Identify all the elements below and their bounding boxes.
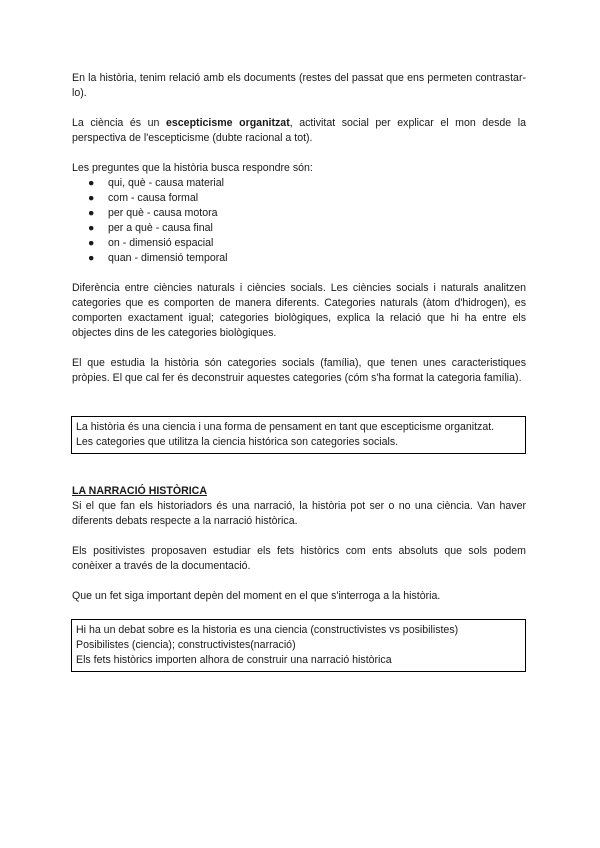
section-heading: LA NARRACIÓ HISTÒRICA [72,485,207,497]
paragraph-natural-social: Diferència entre ciències naturals i ciències socials. Les ciències socials i naturals analitzen categories que es comporten de manera diferents. Categories naturals (àtom d'hidrogen), es comporten exactament igual; categories biològiques, explica la relació que hi ha entre els objectes dins de les categories biològiques. [72,282,526,339]
list-item: ● quan - dimensió temporal [88,252,228,264]
paragraph-positivists: Els positivistes proposaven estudiar els fets històrics com ents absoluts que sols podem conèixer a través de la documentació. [72,545,526,572]
summary-box-1 [71,416,526,454]
bullet-icon: ● [88,177,95,189]
document-page [72,71,526,672]
bullet-icon: ● [88,252,95,264]
summary-box-line: Hi ha un debat sobre es la historia es una ciencia (constructivistes vs posibilistes) [76,624,459,636]
summary-box-line: Posibilistes (ciencia); constructivistes(narració) [76,639,296,651]
list-item: ● com - causa formal [88,192,199,204]
paragraph-science-pre: La ciència és un [72,117,166,129]
paragraph-science-bold: escepticisme organitzat [166,117,290,129]
bullet-icon: ● [88,207,95,219]
summary-box-line: La història és una ciencia i una forma de pensament en tant que escepticisme organitzat. [76,421,495,433]
paragraph-important-fact: Que un fet siga important depèn del moment en el que s'interroga a la història. [72,590,441,602]
list-item: ● on - dimensió espacial [88,237,214,249]
list-item: ● per què - causa motora [88,207,218,219]
list-item: ● qui, què - causa material [88,177,225,189]
paragraph-categories: El que estudia la història són categories socials (família), que tenen unes caracteristiques pròpies. El que cal fer és deconstruir aquestes categories (cóm s'ha format la categoria família). [72,357,526,384]
bullet-icon: ● [88,222,95,234]
summary-box-line: Les categories que utilitza la ciencia histórica son categories socials. [76,436,399,448]
summary-box-line: Els fets històrics importen alhora de construir una narració històrica [76,654,392,666]
paragraph-documents: En la història, tenim relació amb els documents (restes del passat que ens permeten contrastar-lo). [72,72,526,99]
bullet-icon: ● [88,237,95,249]
paragraph-science-post: , activitat social per explicar el mon desde la perspectiva de l'escepticisme (dubte racional a tot). [72,117,526,144]
paragraph-science [72,116,526,146]
summary-box-2 [71,619,526,672]
list-item: ● per a què - causa final [88,222,213,234]
paragraph-narration: Si el que fan els historiadors és una narració, la història pot ser o no una ciència. Van haver diferents debats respecte a la narració històrica. [72,500,526,527]
bullet-icon: ● [88,192,95,204]
questions-list [72,176,526,266]
questions-intro: Les preguntes que la història busca respondre són: [72,162,313,174]
